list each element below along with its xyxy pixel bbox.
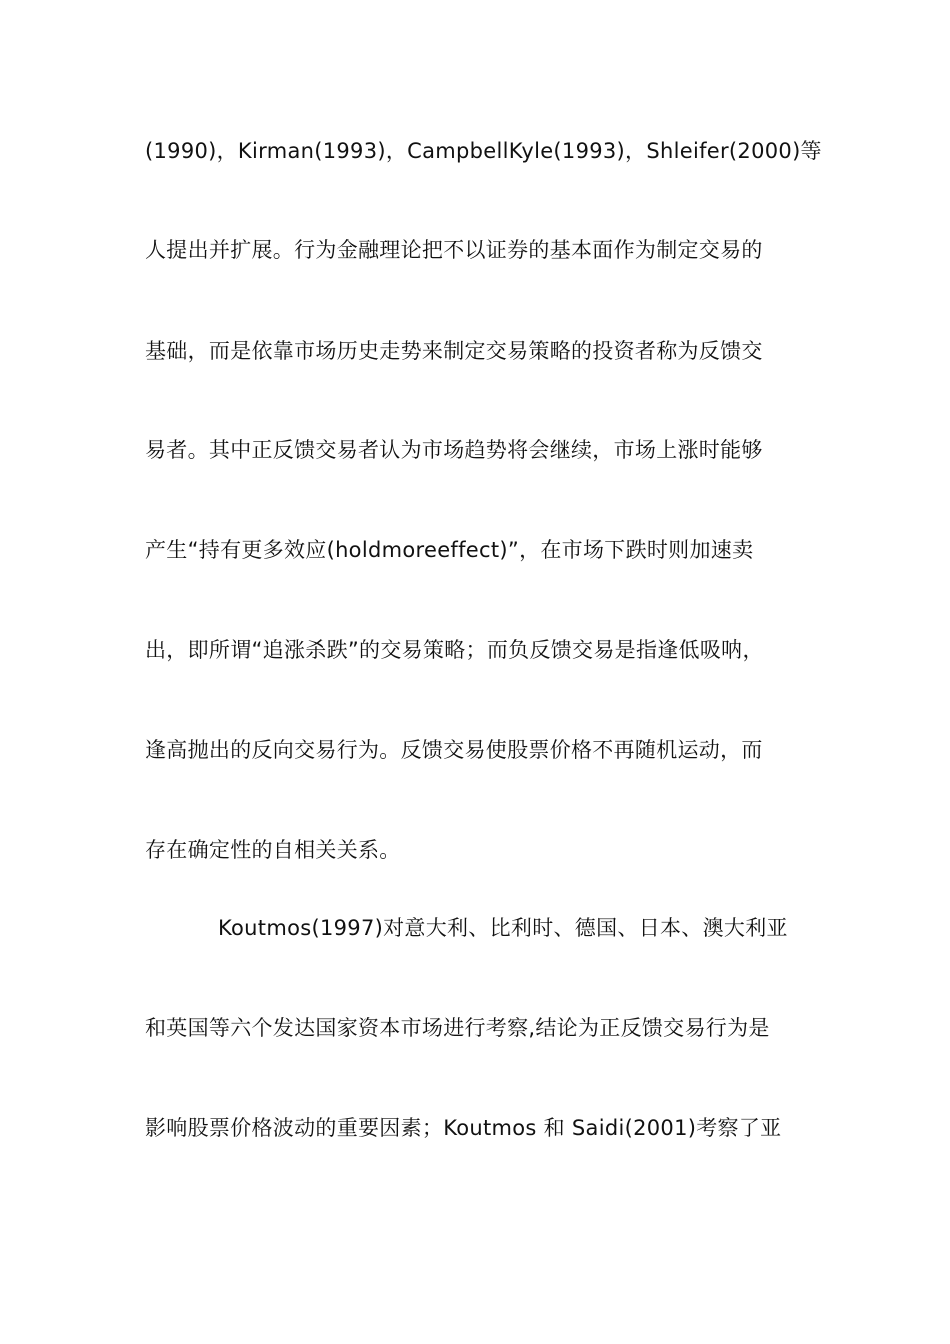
paragraph-line: 基础，而是依靠市场历史走势来制定交易策略的投资者称为反馈交 — [145, 339, 763, 363]
paragraph-line: 人提出并扩展。行为金融理论把不以证券的基本面作为制定交易的 — [145, 238, 763, 262]
paragraph-line: 存在确定性的自相关关系。 — [145, 838, 401, 862]
paragraph-line: 易者。其中正反馈交易者认为市场趋势将会继续，市场上涨时能够 — [145, 438, 763, 462]
paragraph-line: 和英国等六个发达国家资本市场进行考察,结论为正反馈交易行为是 — [145, 1016, 770, 1040]
paragraph-first-line: Koutmos(1997)对意大利、比利时、德国、日本、澳大利亚 — [218, 916, 788, 940]
paragraph-line: 影响股票价格波动的重要因素；Koutmos 和 Saidi(2001)考察了亚 — [145, 1116, 782, 1140]
paragraph-line: 出，即所谓“追涨杀跌”的交易策略；而负反馈交易是指逢低吸呐， — [145, 638, 764, 662]
paragraph-line: 产生“持有更多效应(holdmoreeffect)”，在市场下跌时则加速卖 — [145, 538, 754, 562]
paragraph-line: 逢高抛出的反向交易行为。反馈交易使股票价格不再随机运动，而 — [145, 738, 763, 762]
paragraph-line: (1990)，Kirman(1993)，CampbellKyle(1993)，Shleifer(2000)等 — [145, 139, 822, 163]
